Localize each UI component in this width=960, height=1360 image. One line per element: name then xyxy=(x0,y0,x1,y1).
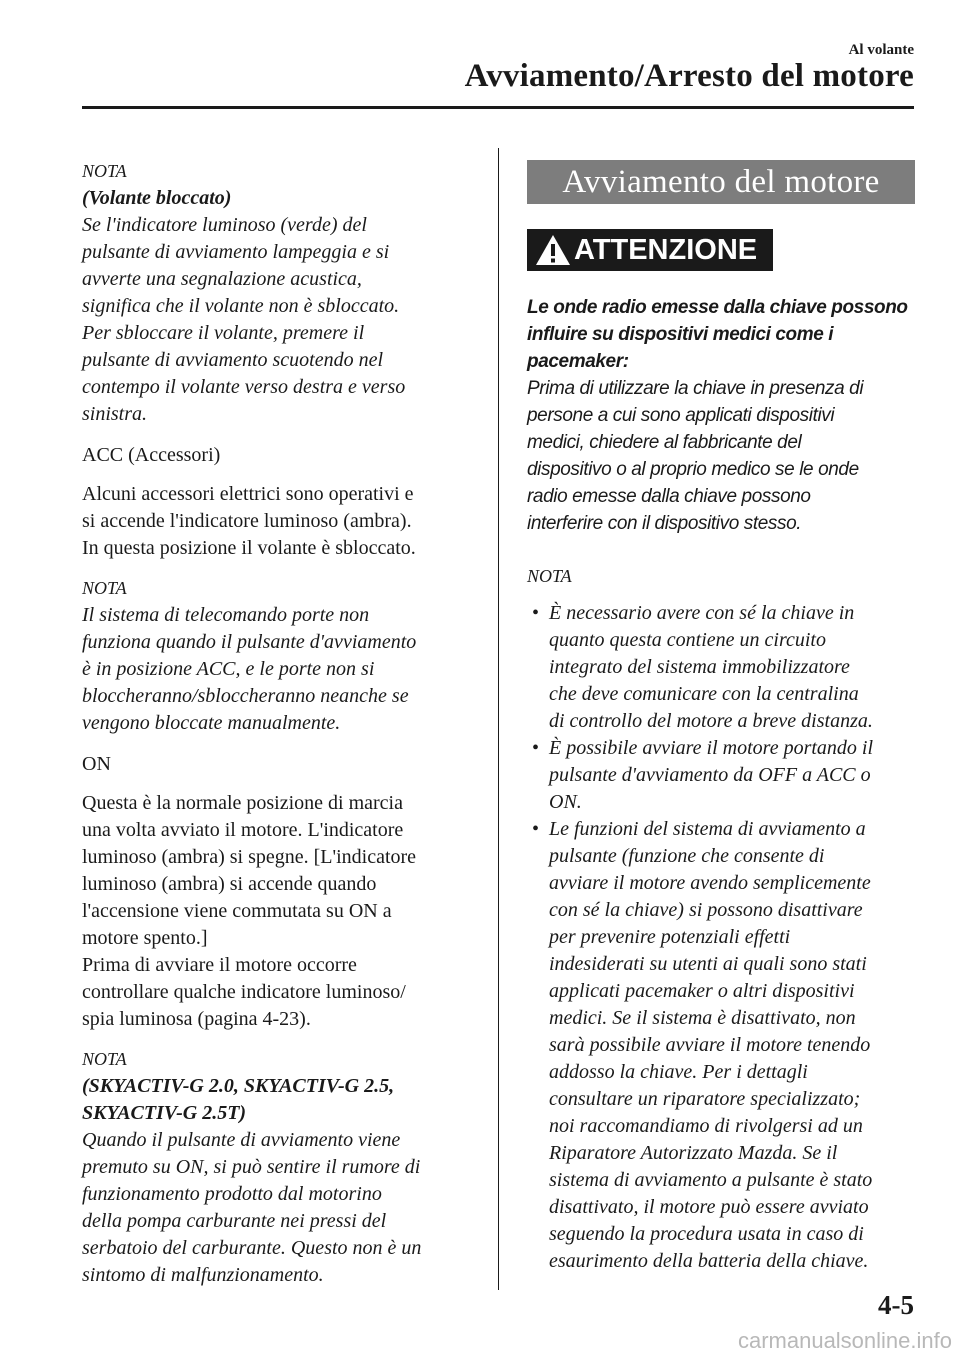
nota-label: NOTA xyxy=(82,578,127,598)
list-item xyxy=(532,735,922,816)
on-text: Questa è la normale posizione di marcia una volta avviato il motore. L'indicatore luminoso (ambra) si spegne. [L'indicatore luminoso (ambra) si accende quando l'accensione viene commutata su ON a motore spento.] Prima di avviare il motore occorre controllare qualche indicatore luminoso/ spia luminosa (pagina 4-23). xyxy=(82,792,417,1030)
section-banner: Avviamento del motore xyxy=(527,160,915,204)
warning-bold-text: Le onde radio emesse dalla chiave possono influire su dispositivi medici come i pacemaker: xyxy=(527,297,908,372)
bullet-dot: • xyxy=(532,737,540,759)
nota-bullet-list xyxy=(532,600,922,1275)
nota-label: NOTA xyxy=(82,1049,127,1069)
bullet-dot: • xyxy=(532,818,540,840)
warning-label: ATTENZIONE xyxy=(574,233,758,266)
nota-label: NOTA xyxy=(82,161,127,181)
acc-text: Alcuni accessori elettrici sono operativi e si accende l'indicatore luminoso (ambra). In questa posizione il volante è sbloccato. xyxy=(82,483,416,559)
list-item-text: Le funzioni del sistema di avviamento a pulsante (funzione che consente di avviare il motore avendo semplicemente con sé la chiave) si possono disattivare per prevenire potenziali effetti indesiderati su utenti ai quali sono stati applicati pacemaker o altri dispositivi medici. Se il sistema è disattivato, non sarà possibile avviare il motore tenendo addosso la chiave. Per i dettagli consultare un riparatore specializzato; noi raccomandiamo di rivolgersi ad un Riparatore Autorizzato Mazda. Se il sistema di avviamento a pulsante è stato disattivato, il motore può essere avviato seguendo la procedura usata in caso di esaurimento della batteria della chiave. xyxy=(549,818,873,1272)
nota-title: (SKYACTIV-G 2.0, SKYACTIV-G 2.5, SKYACTIV-G 2.5T) xyxy=(82,1075,395,1124)
header-rule xyxy=(82,106,914,109)
acc-heading: ACC (Accessori) xyxy=(82,444,221,466)
column-divider xyxy=(498,148,499,1290)
page-title: Avviamento/Arresto del motore xyxy=(464,58,914,94)
nota-text: Il sistema di telecomando porte non funziona quando il pulsante d'avviamento è in posizione ACC, e le porte non si bloccheranno/sbloccheranno neanche se vengono bloccate manualmente. xyxy=(82,604,417,734)
warning-triangle-icon xyxy=(534,233,572,267)
page-number: 4-5 xyxy=(878,1290,914,1320)
nota-text: Se l'indicatore luminoso (verde) del pulsante di avviamento lampeggia e si avverte una segnalazione acustica, significa che il volante non è sbloccato. Per sbloccare il volante, premere il pulsante di avviamento scuotendo nel contempo il volante verso destra e verso sinistra. xyxy=(82,214,406,425)
list-item-text: È possibile avviare il motore portando il pulsante d'avviamento da OFF a ACC o ON. xyxy=(549,737,874,813)
left-column xyxy=(82,158,472,1289)
nota-label: NOTA xyxy=(527,566,572,586)
on-heading: ON xyxy=(82,753,111,775)
nota-text: Quando il pulsante di avviamento viene premuto su ON, si può sentire il rumore di funzionamento prodotto dal motorino della pompa carburante nei pressi del serbatoio del carburante. Questo non è un sintomo di malfunzionamento. xyxy=(82,1129,422,1286)
list-item xyxy=(532,600,922,735)
list-item xyxy=(532,816,922,1275)
list-item-text: È necessario avere con sé la chiave in quanto questa contiene un circuito integrato del sistema immobilizzatore che deve comunicare con la centralina di controllo del motore a breve distanza. xyxy=(549,602,873,732)
warning-box xyxy=(527,229,773,271)
warning-text: Prima di utilizzare la chiave in presenza di persone a cui sono applicati dispositivi medici, chiedere al fabbricante del dispositivo o al proprio medico se le onde radio emesse dalla chiave possono interferire con il dispositivo stesso. xyxy=(527,378,864,534)
header-section: Al volante xyxy=(848,42,914,58)
watermark: carmanualsonline.info xyxy=(737,1328,952,1353)
bullet-dot: • xyxy=(532,602,540,624)
warning-body xyxy=(527,294,922,537)
nota-title: (Volante bloccato) xyxy=(82,187,232,209)
